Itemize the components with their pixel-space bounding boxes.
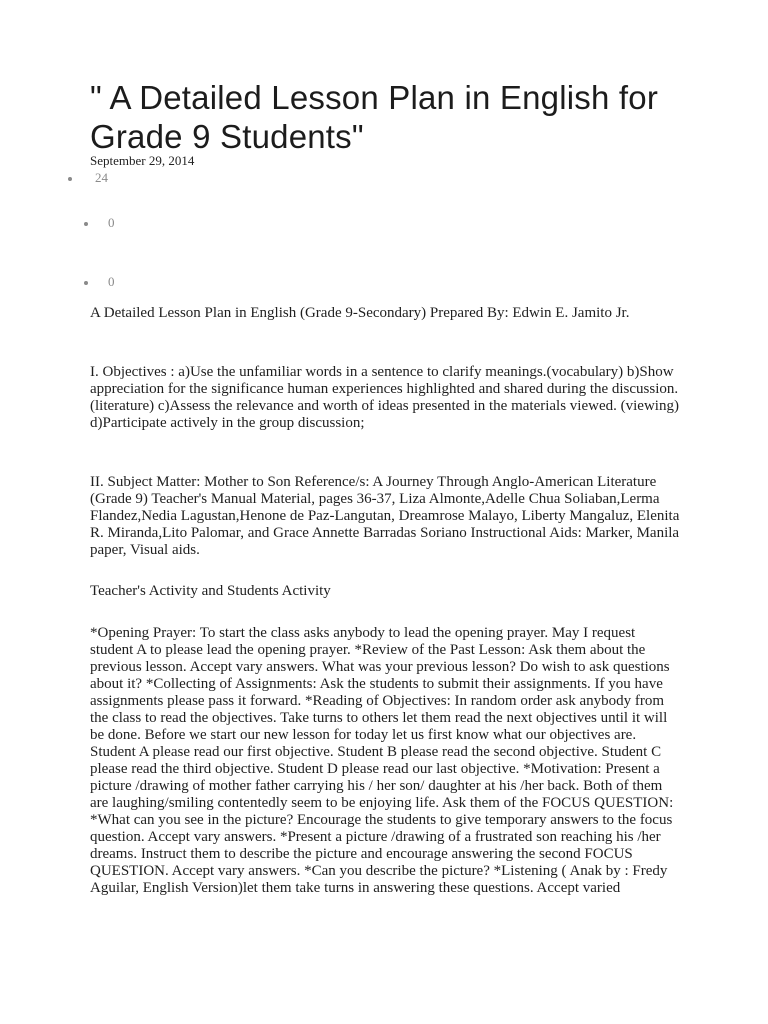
bullet-icon (68, 177, 72, 181)
like-count[interactable]: 0 (108, 215, 115, 230)
procedure-paragraph: *Opening Prayer: To start the class asks anybody to lead the opening prayer. May I request student A to please lead the opening prayer. *Review of the Past Lesson: Ask them about the previous lesson. Accept vary answers. What was your previous lesson? Do wish to ask questions about it? *Collecting of Assignments: Ask the students to submit their assignments. If you have assignments please pass it forward. *Reading of Objectives: In random order ask anybody from the class to read the objectives. Take turns to others let them read the next objectives until it will be done. Before we start our new lesson for today let us first know what our objectives are. Student A please read our first objective. Student B please read the second objective. Student C please read the third objective. Student D please read our last objective. *Motivation: Present a picture /drawing of mother father carrying his / her son/ daughter at his /her back. Both of them are laughing/smiling contentedly seem to be enjoying life. Ask them of the FOCUS QUESTION: *What can you see in the picture? Encourage the students to give temporary answers to the focus question. Accept vary answers. *Present a picture /drawing of a frustrated son reaching his /her dreams. Instruct them to describe the picture and encourage answering the second FOCUS QUESTION. Accept vary answers. *Can you describe the picture? *Listening ( Anak by : Fredy Aguilar, English Version)let them take turns in answering these questions. Accept varied (90, 625, 674, 896)
bullet-icon (84, 281, 88, 285)
comment-count[interactable]: 0 (108, 274, 115, 289)
share-count[interactable]: 24 (95, 170, 108, 185)
intro-paragraph: A Detailed Lesson Plan in English (Grade 9-Secondary) Prepared By: Edwin E. Jamito Jr. (90, 305, 630, 321)
bullet-icon (84, 222, 88, 226)
activity-heading: Teacher's Activity and Students Activity (90, 583, 331, 599)
subject-matter-paragraph: II. Subject Matter: Mother to Son Reference/s: A Journey Through Anglo-American Literature (Grade 9) Teacher's Manual Material, pages 36-37, Liza Almonte,Adelle Chua Soliaban,Lerma Flandez,Nedia Lagustan,Henone de Paz-Langutan, Dreamrose Malayo, Liberty Mangaluz, Elenita R. Miranda,Lito Palomar, and Grace Annette Barradas Soriano Instructional Aids: Marker, Manila paper, Visual aids. (90, 474, 680, 558)
page-title: " A Detailed Lesson Plan in English for Grade 9 Students" (90, 79, 659, 155)
objectives-paragraph: I. Objectives : a)Use the unfamiliar words in a sentence to clarify meanings.(vocabulary) b)Show appreciation for the significance human experiences highlighted and shared during the discussion.(literature) c)Assess the relevance and worth of ideas presented in the materials viewed. (viewing) d)Participate actively in the group discussion; (90, 364, 679, 431)
publish-date: September 29, 2014 (90, 153, 195, 168)
